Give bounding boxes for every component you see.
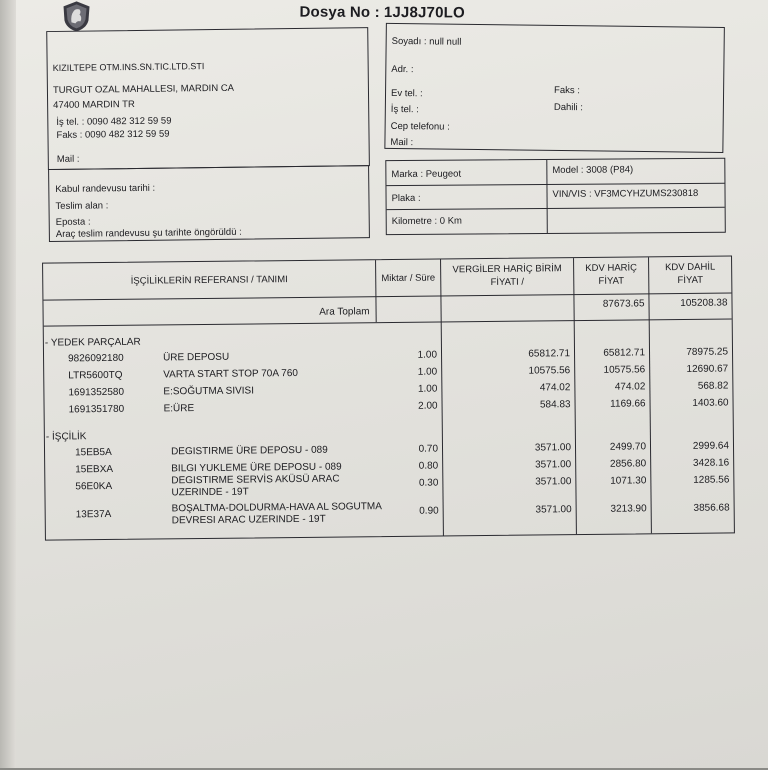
item-excl-vat: 2856.80 xyxy=(609,458,647,470)
received-by: Teslim alan : xyxy=(55,200,109,212)
subtotal-label: Ara Toplam xyxy=(319,306,370,318)
item-excl-vat: 1169.66 xyxy=(610,398,646,410)
customer-mobile: Cep telefonu : xyxy=(390,120,450,133)
item-incl-vat: 12690.67 xyxy=(686,363,729,375)
email-field: Eposta : xyxy=(55,216,91,228)
customer-work-phone: İş tel. : xyxy=(390,103,419,116)
item-unit-price: 3571.00 xyxy=(535,504,572,516)
delivery-appointment: Araç teslim randevusu şu tarihte öngörüldü : xyxy=(55,226,242,240)
item-excl-vat: 3213.90 xyxy=(610,503,647,515)
header-unit-price-line1: VERGİLER HARİÇ BİRİM xyxy=(452,263,562,276)
item-quantity: 0.30 xyxy=(418,477,439,489)
reception-date: Kabul randevusu tarihi : xyxy=(55,182,156,195)
dealer-fax: Faks : 0090 482 312 59 59 xyxy=(56,128,170,141)
item-incl-vat: 78975.25 xyxy=(686,346,729,358)
item-reference: 15EBXA xyxy=(75,463,114,476)
item-reference: 1691352580 xyxy=(68,386,125,399)
dealer-box xyxy=(46,27,370,170)
item-incl-vat: 568.82 xyxy=(697,380,729,392)
item-reference: 56E0KA xyxy=(75,480,113,493)
item-incl-vat: 2999.64 xyxy=(692,440,730,452)
item-quantity: 0.70 xyxy=(418,443,439,455)
item-quantity: 1.00 xyxy=(417,349,438,361)
item-reference: LTR5600TQ xyxy=(68,369,123,382)
item-incl-vat: 3856.68 xyxy=(693,502,730,514)
item-description-line2: DEVRESI ARAC UZERINDE - 19T xyxy=(171,513,326,527)
header-incl-vat-line1: KDV DAHİL xyxy=(665,261,716,274)
item-quantity: 1.00 xyxy=(417,383,438,395)
item-excl-vat: 10575.56 xyxy=(603,364,646,376)
item-incl-vat: 1403.60 xyxy=(692,397,729,409)
item-unit-price: 3571.00 xyxy=(534,442,572,454)
file-number-label: Dosya No : xyxy=(299,3,380,21)
section-title: - İŞÇİLİK xyxy=(45,431,87,443)
item-incl-vat: 3428.16 xyxy=(692,457,730,469)
item-excl-vat: 2499.70 xyxy=(609,441,647,453)
vehicle-box xyxy=(385,158,726,235)
item-excl-vat: 65812.71 xyxy=(603,347,646,359)
subtotal-excl-vat: 87673.65 xyxy=(602,298,645,310)
customer-mail: Mail : xyxy=(390,136,414,149)
header-reference: İŞÇİLİKLERİN REFERANSI / TANIMI xyxy=(130,274,288,287)
item-incl-vat: 1285.56 xyxy=(693,474,730,486)
item-quantity: 0.90 xyxy=(419,505,439,517)
item-description: BOŞALTMA-DOLDURMA-HAVA AL SOGUTMA xyxy=(171,501,382,515)
item-excl-vat: 1071.30 xyxy=(610,475,647,487)
item-unit-price: 474.02 xyxy=(539,382,571,394)
item-description: DEGISTIRME SERVİS AKÜSÜ ARAC xyxy=(171,473,340,487)
item-description: E:ÜRE xyxy=(163,403,195,415)
file-number-value: 1JJ8J70LO xyxy=(383,4,465,22)
item-description: VARTA START STOP 70A 760 xyxy=(163,367,298,381)
item-quantity: 1.00 xyxy=(417,366,438,378)
customer-address: Adr. : xyxy=(391,63,414,76)
file-number xyxy=(299,4,464,22)
item-quantity: 0.80 xyxy=(418,460,439,472)
customer-home-phone: Ev tel. : xyxy=(390,87,423,100)
item-unit-price: 10575.56 xyxy=(528,365,571,377)
header-excl-vat-line1: KDV HARİÇ xyxy=(585,262,638,274)
item-description: DEGISTIRME ÜRE DEPOSU - 089 xyxy=(170,444,328,458)
item-description-line2: UZERINDE - 19T xyxy=(171,486,249,499)
vehicle-model: Model : 3008 (P84) xyxy=(552,164,634,176)
item-unit-price: 3571.00 xyxy=(535,476,572,488)
item-excl-vat: 474.02 xyxy=(614,381,646,393)
dealer-phone: İş tel. : 0090 482 312 59 59 xyxy=(56,115,172,128)
vehicle-vin: VIN/VIS : VF3MCYHZUMS230818 xyxy=(552,187,699,200)
customer-extension: Dahili : xyxy=(553,101,583,114)
brand-logo-icon xyxy=(61,0,91,32)
header-excl-vat-line2: FİYAT xyxy=(598,275,625,287)
customer-fax: Faks : xyxy=(554,84,581,97)
item-unit-price: 65812.71 xyxy=(528,348,571,360)
item-unit-price: 3571.00 xyxy=(534,459,572,471)
dealer-address-line1: TURGUT OZAL MAHALLESI, MARDIN CA xyxy=(52,82,235,96)
header-quantity: Miktar / Süre xyxy=(381,272,436,285)
item-description: E:SOĞUTMA SIVISI xyxy=(163,385,255,398)
dealer-mail: Mail : xyxy=(56,153,80,165)
customer-box xyxy=(384,23,725,153)
work-order-table xyxy=(42,255,735,540)
item-reference: 9826092180 xyxy=(68,352,124,365)
item-reference: 15EB5A xyxy=(74,446,112,459)
item-quantity: 2.00 xyxy=(418,400,438,412)
item-reference: 1691351780 xyxy=(68,403,125,416)
customer-surname: Soyadı : null null xyxy=(391,35,462,48)
vehicle-plate: Plaka : xyxy=(391,192,421,205)
appointment-box xyxy=(48,165,370,242)
header-incl-vat-line2: FİYAT xyxy=(677,274,704,287)
vehicle-brand: Marka : Peugeot xyxy=(391,168,462,181)
item-description: BILGI YUKLEME ÜRE DEPOSU - 089 xyxy=(171,461,342,475)
vehicle-mileage: Kilometre : 0 Km xyxy=(391,215,462,228)
item-description: ÜRE DEPOSU xyxy=(162,351,230,364)
dealer-name: KIZILTEPE OTM.INS.SN.TIC.LTD.STI xyxy=(52,61,205,73)
subtotal-incl-vat: 105208.38 xyxy=(680,297,728,309)
header-unit-price-line2: FİYATI / xyxy=(490,276,525,288)
section-title: - YEDEK PARÇALAR xyxy=(44,336,141,349)
line-items xyxy=(44,318,734,539)
dealer-address-line2: 47400 MARDIN TR xyxy=(53,98,135,111)
item-unit-price: 584.83 xyxy=(539,399,571,411)
item-reference: 13E37A xyxy=(75,508,112,521)
